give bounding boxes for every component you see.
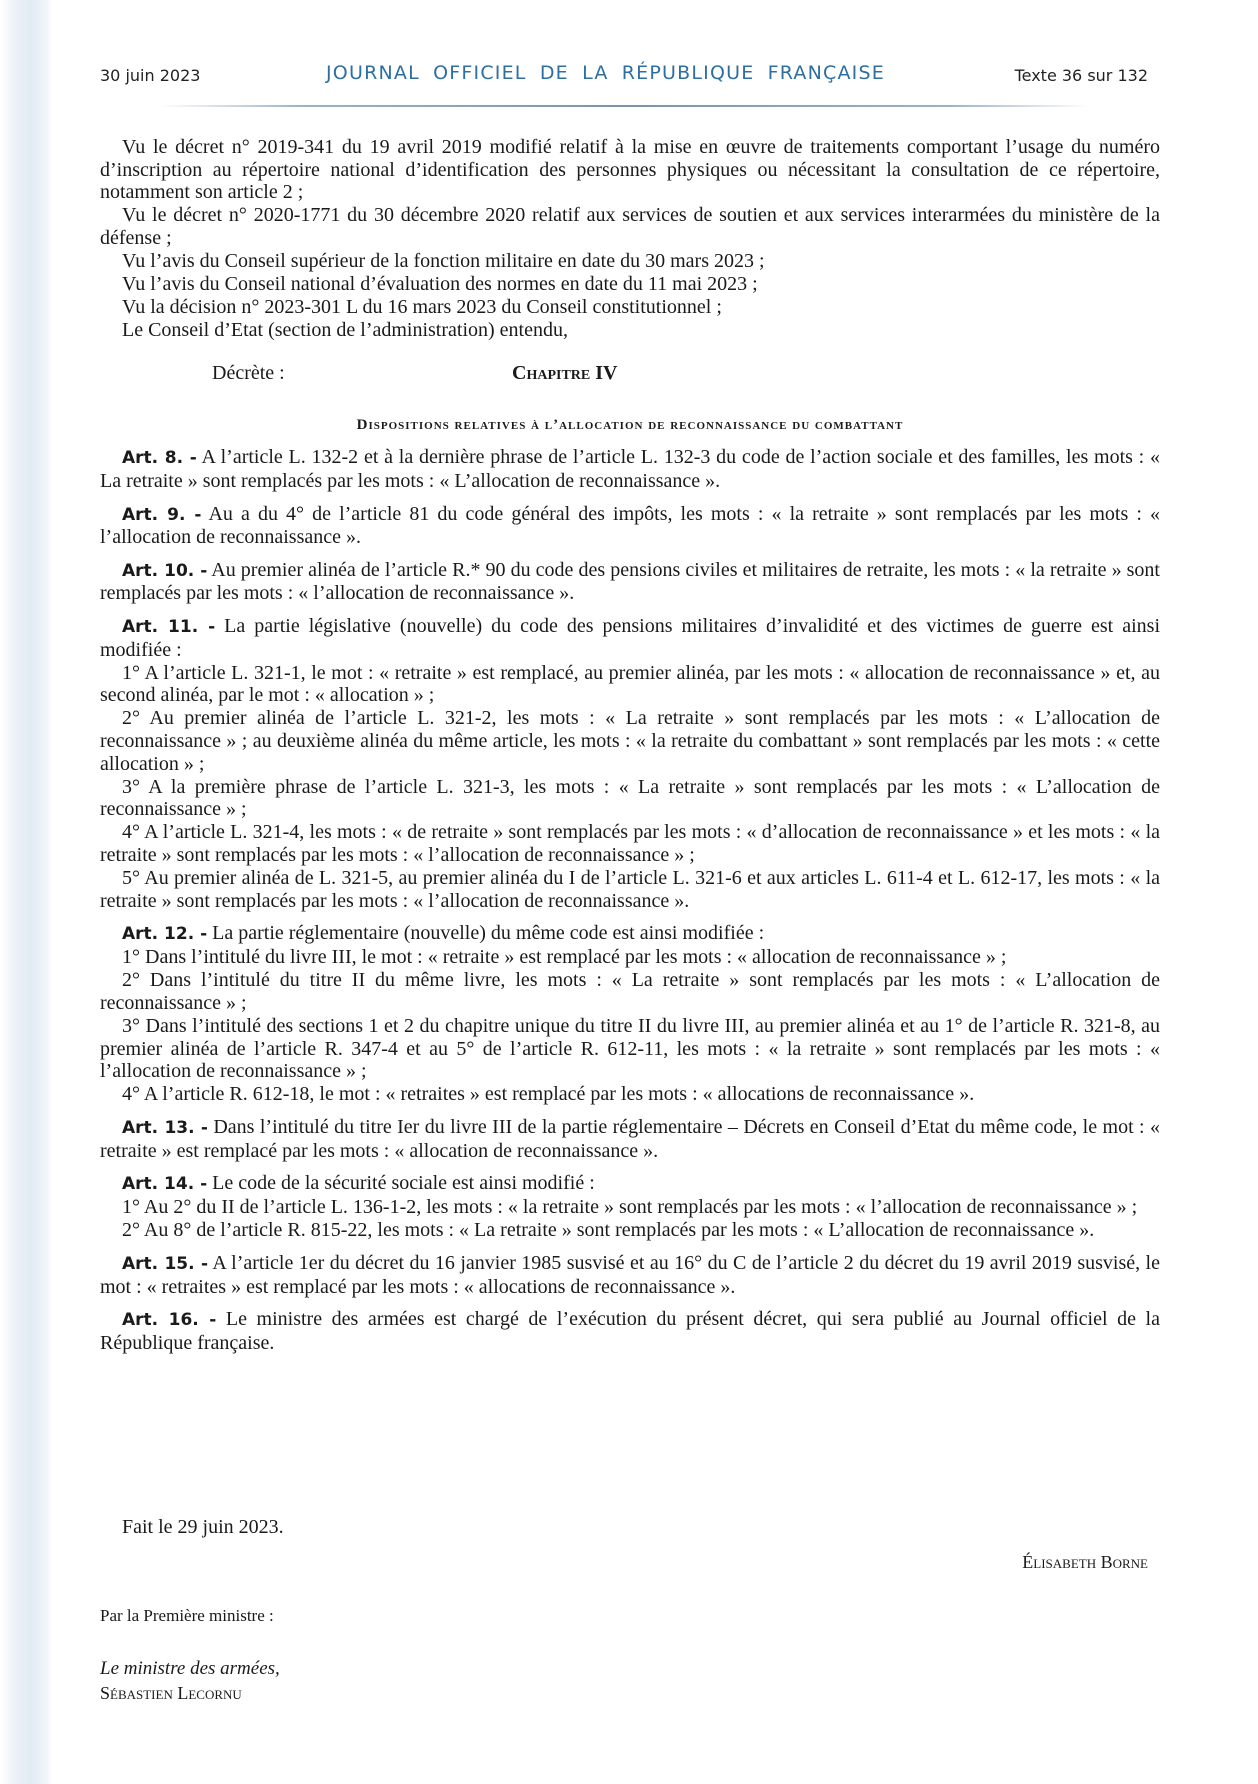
article-text: 5° Au premier alinéa de L. 321-5, au premier alinéa du I de l’article L. 321-6 et aux articles L. 611-4 et L. 612-17, les mots : « la retraite » sont remplacés par les mots : « l’allocation de reconnaissance ». — [100, 867, 1160, 912]
article-paragraph — [100, 1308, 1160, 1354]
article-item — [100, 1015, 1160, 1083]
article-label: Art. 8. - — [122, 448, 197, 469]
visa-paragraph: Vu l’avis du Conseil national d’évaluation des normes en date du 11 mai 2023 ; — [122, 273, 758, 296]
article-paragraph — [100, 503, 1160, 549]
article-label: Art. 12. - — [122, 924, 208, 945]
article-text: Le code de la sécurité sociale est ainsi modifié : — [212, 1172, 595, 1195]
article-text: 1° Dans l’intitulé du livre III, le mot : « retraite » est remplacé par les mots : « allocation de reconnaissance » ; — [122, 946, 1007, 969]
visa-paragraph: Le Conseil d’Etat (section de l’administration) entendu, — [122, 319, 568, 342]
article-text: 2° Au 8° de l’article R. 815-22, les mots : « La retraite » sont remplacés par les mots : « L’allocation de reconnaissance ». — [122, 1219, 1095, 1242]
page-header — [0, 60, 1258, 90]
journal-title: JOURNAL OFFICIEL DE LA RÉPUBLIQUE FRANÇAISE — [326, 62, 885, 84]
minister-name: Sébastien Lecornu — [100, 1683, 242, 1703]
visa-paragraph: Vu le décret n° 2020-1771 du 30 décembre 2020 relatif aux services de soutien et aux services interarmées du ministère de la défense ; — [100, 204, 1160, 249]
signature-date: Fait le 29 juin 2023. — [122, 1516, 284, 1538]
article-text: La partie réglementaire (nouvelle) du même code est ainsi modifiée : — [212, 922, 765, 945]
article-text: 1° A l’article L. 321-1, le mot : « retraite » est remplacé, au premier alinéa, par les mots : « allocation de reconnaissance » et, au second alinéa, par le mot : « allocation » ; — [100, 661, 1160, 707]
article-text: 3° Dans l’intitulé des sections 1 et 2 du chapitre unique du titre II du livre III, au premier alinéa et au 1° de l’article R. 321-8, au premier alinéa de l’article R. 347-4 et au 5° de l’article R. 612-11, les mots : « la retraite » sont remplacés par les mots : « l’allocation de reconnaissance » ; — [100, 1015, 1160, 1083]
header-date: 30 juin 2023 — [100, 66, 201, 85]
article-paragraph — [100, 922, 1160, 946]
article-text: A l’article 1er du décret du 16 janvier 1985 susvisé et au 16° du C de l’article 2 du décret du 19 avril 2019 susvisé, le mot : « retraites » est remplacé par les mots : « allocations de reconnaissance ». — [100, 1251, 1160, 1298]
article-text: Dans l’intitulé du titre Ier du livre III de la partie réglementaire – Décrets en Conseil d’Etat du même code, le mot : « retraite » est remplacé par les mots : « allocation de reconnaissance ». — [100, 1115, 1160, 1162]
header-divider — [160, 105, 1090, 107]
minister-role: Le ministre des armées, — [100, 1658, 280, 1679]
article-text: 2° Au premier alinéa de l’article L. 321-2, les mots : « La retraite » sont remplacés par les mots : « L’allocation de reconnaissance » ; au deuxième alinéa du même article, les mots : « la retraite du combattant » sont remplacés par les mots : « cette allocation » ; — [100, 707, 1160, 775]
article-item — [100, 946, 1160, 969]
visa-paragraph: Vu le décret n° 2019-341 du 19 avril 2019 modifié relatif à la mise en œuvre de traitements comportant l’usage du numéro d’inscription au répertoire national d’identification des personnes physiques ou nécessitant la consultation de ce répertoire, notamment son article 2 ; — [100, 136, 1160, 204]
article-text: Le ministre des armées est chargé de l’exécution du présent décret, qui sera publié au Journal officiel de la République française. — [100, 1308, 1160, 1354]
article-item — [100, 707, 1160, 775]
article-label: Art. 16. - — [122, 1310, 217, 1331]
article-paragraph — [100, 1116, 1160, 1162]
article-text: 3° A la première phrase de l’article L. 321-3, les mots : « La retraite » sont remplacés par les mots : « L’allocation de reconnaissance » ; — [100, 775, 1160, 821]
signatory-name: Élisabeth Borne — [1022, 1552, 1148, 1572]
article-label: Art. 10. - — [122, 560, 208, 581]
scan-margin-strip — [0, 0, 52, 1784]
article-paragraph — [100, 1172, 1160, 1196]
article-text: 4° A l’article R. 612-18, le mot : « retraites » est remplacé par les mots : « allocations de reconnaissance ». — [122, 1083, 975, 1106]
article-text: Au a du 4° de l’article 81 du code général des impôts, les mots : « la retraite » sont remplacés par les mots : « l’allocation de reconnaissance ». — [100, 502, 1160, 549]
decrete-row — [100, 362, 1160, 402]
article-label: Art. 11. - — [122, 617, 216, 637]
article-text: 4° A l’article L. 321-4, les mots : « de retraite » sont remplacés par les mots : « d’allocation de reconnaissance » et les mots : « la retraite » sont remplacés par les mots : « l’allocation de reconnaissance » ; — [100, 821, 1160, 866]
article-label: Art. 9. - — [122, 504, 202, 525]
article-label: Art. 13. - — [122, 1117, 208, 1138]
countersign-intro: Par la Première ministre : — [100, 1606, 274, 1625]
article-item — [100, 969, 1160, 1014]
article-paragraph — [100, 559, 1160, 605]
page-reference: Texte 36 sur 132 — [1014, 66, 1148, 85]
article-paragraph — [100, 615, 1160, 661]
chapter-title: Chapitre IV — [512, 361, 618, 384]
article-paragraph — [100, 446, 1160, 492]
visa-paragraph: Vu la décision n° 2023-301 L du 16 mars 2023 du Conseil constitutionnel ; — [122, 296, 722, 319]
visa-paragraph: Vu l’avis du Conseil supérieur de la fonction militaire en date du 30 mars 2023 ; — [122, 249, 765, 272]
article-item — [100, 662, 1160, 707]
article-item — [100, 821, 1160, 866]
article-text: Au premier alinéa de l’article R.* 90 du code des pensions civiles et militaires de retraite, les mots : « la retraite » sont remplacés par les mots : « l’allocation de reconnaissance ». — [100, 558, 1160, 605]
article-label: Art. 15. - — [122, 1253, 209, 1274]
article-item — [100, 1219, 1160, 1242]
article-text: La partie législative (nouvelle) du code des pensions militaires d’invalidité et des victimes de guerre est ainsi modifiée : — [100, 615, 1160, 661]
decrete-label: Décrète : — [212, 361, 285, 384]
article-text: 2° Dans l’intitulé du titre II du même livre, les mots : « La retraite » sont remplacés par les mots : « L’allocation de reconnaissance » ; — [100, 969, 1160, 1014]
decree-body — [100, 136, 1160, 1355]
article-label: Art. 14. - — [122, 1174, 208, 1195]
articles-list — [100, 446, 1160, 1354]
article-paragraph — [100, 1252, 1160, 1298]
article-item — [100, 867, 1160, 912]
article-item — [100, 1083, 1160, 1106]
article-item — [100, 1196, 1160, 1219]
chapter-subtitle: Dispositions relatives à l’allocation de reconnaissance du combattant — [356, 416, 904, 433]
article-text: 1° Au 2° du II de l’article L. 136-1-2, les mots : « la retraite » sont remplacés par les mots : « l’allocation de reconnaissance » ; — [122, 1196, 1138, 1219]
article-item — [100, 776, 1160, 821]
article-text: A l’article L. 132-2 et à la dernière phrase de l’article L. 132-3 du code de l’action sociale et des familles, les mots : « La retraite » sont remplacés par les mots : « L’allocation de reconnaissance ». — [100, 446, 1160, 493]
